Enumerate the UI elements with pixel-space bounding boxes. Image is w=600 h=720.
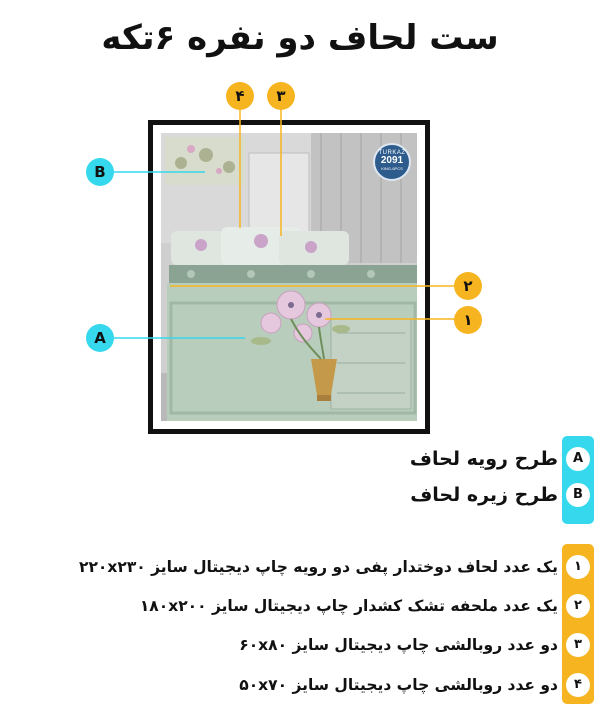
item-label: یک عدد ملحفه تشک کشدار چاپ دیجیتال سایز ۱۸۰x۲۰۰ [139, 597, 558, 615]
marker-2: ۲ [454, 272, 482, 300]
marker-b: B [86, 158, 114, 186]
legend-label: طرح زیره لحاف [410, 484, 558, 506]
list-item-3 [239, 631, 590, 659]
list-item-1 [79, 553, 590, 581]
item-label: دو عدد روبالشی چاپ دیجیتال سایز ۵۰x۷۰ [239, 676, 558, 694]
item-number: ۱ [566, 555, 590, 579]
item-label: یک عدد لحاف دوختدار پفی دو رویه چاپ دیجیتال سایز ۲۲۰x۲۳۰ [79, 558, 558, 576]
item-number: ۲ [566, 594, 590, 618]
item-number: ۴ [566, 673, 590, 697]
badge-model: 2091 [380, 155, 404, 166]
marker-4: ۴ [226, 82, 254, 110]
legend-label: طرح رویه لحاف [409, 448, 558, 470]
product-photo [161, 133, 417, 421]
list-item-4 [239, 671, 590, 699]
item-number: ۳ [566, 633, 590, 657]
legend-key: A [566, 447, 590, 471]
legend-item-b [410, 481, 590, 509]
badge-size: KING-6PCS [381, 166, 403, 171]
legend-key: B [566, 483, 590, 507]
marker-a: A [86, 324, 114, 352]
product-photo-frame [148, 120, 430, 434]
marker-3: ۳ [267, 82, 295, 110]
badge-brand: TURKAZ [378, 150, 406, 156]
item-label: دو عدد روبالشی چاپ دیجیتال سایز ۶۰x۸۰ [239, 636, 558, 654]
brand-badge [373, 143, 411, 181]
page-title: ست لحاف دو نفره ۶تکه [101, 18, 499, 58]
marker-1: ۱ [454, 306, 482, 334]
list-item-2 [140, 592, 590, 620]
legend-item-a [410, 445, 590, 473]
